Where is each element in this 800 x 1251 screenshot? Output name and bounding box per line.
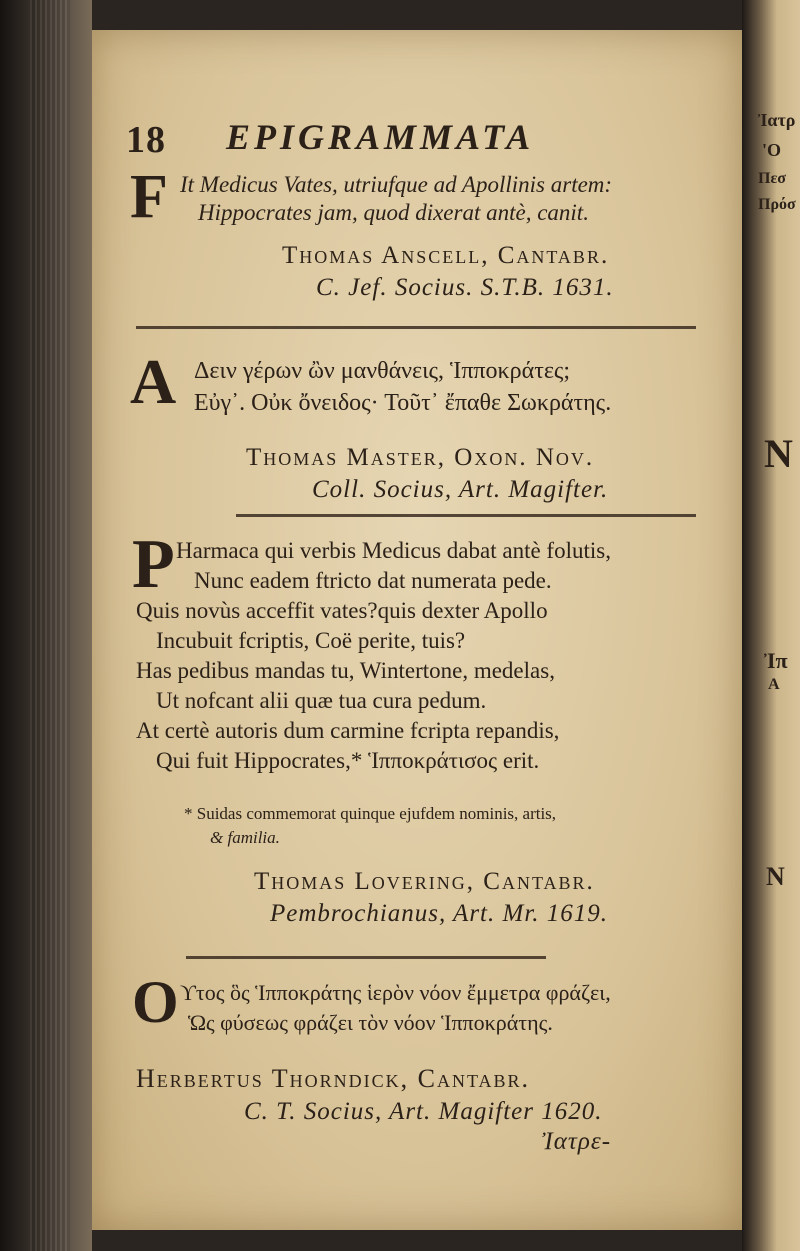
- page-number: 18: [126, 119, 166, 161]
- verse-line: ϒτος ὃς Ἱπποκράτης ἱερὸν νόον ἔμμετρα φράζει,: [180, 980, 611, 1005]
- margin-text: 'O: [762, 140, 782, 160]
- verse-line: Harmaca qui verbis Medicus dabat antè folutis,: [176, 538, 611, 563]
- verse-line: Incubuit fcriptis, Coë perite, tuis?: [156, 628, 466, 653]
- dropcap: A: [130, 346, 177, 417]
- author-name: Herbertus Thorndick, Cantabr.: [136, 1064, 531, 1093]
- verse-line: Quis novùs acceffit vates?quis dexter Apollo: [136, 598, 548, 623]
- divider-rule: [236, 514, 696, 517]
- dropcap: F: [130, 163, 168, 231]
- verse-line: At certè autoris dum carmine fcripta repandis,: [136, 718, 560, 743]
- margin-text: Πεσ: [758, 170, 786, 187]
- margin-text: Ἰπ: [764, 648, 788, 673]
- verse-line: Has pedibus mandas tu, Wintertone, medelas,: [136, 658, 555, 683]
- author-name: Thomas Master, Oxon. Nov.: [246, 444, 595, 471]
- book-spine-left: [0, 0, 92, 1251]
- verse-line: Nunc eadem ftricto dat numerata pede.: [194, 568, 552, 593]
- author-affiliation: Coll. Socius, Art. Magifter.: [312, 476, 609, 503]
- margin-text: A: [768, 676, 780, 693]
- margin-text: Πρόσ: [758, 196, 796, 213]
- author-name: Thomas Anscell, Cantabr.: [282, 242, 610, 269]
- book-page: [92, 30, 742, 1230]
- verse-line: Ὡς φύσεως φράζει τὸν νόον Ἱπποκράτης.: [188, 1010, 553, 1035]
- running-title: EPIGRAMMATA: [226, 117, 535, 157]
- margin-text: Ἰατρ: [758, 110, 796, 130]
- author-name: Thomas Lovering, Cantabr.: [254, 868, 595, 895]
- author-affiliation: C. Jef. Socius. S.T.B. 1631.: [316, 274, 614, 301]
- verse-line: Εὐγ᾽. Οὐκ ὄνειδος· Τοῦτ᾽ ἔπαθε Σωκράτης.: [194, 390, 612, 416]
- verse-line: Ut nofcant alii quæ tua cura pedum.: [156, 688, 487, 713]
- verse-line: Hippocrates jam, quod dixerat antè, canit.: [198, 200, 589, 225]
- catchword: Ἰατρε-: [542, 1128, 612, 1155]
- author-affiliation: Pembrochianus, Art. Mr. 1619.: [270, 900, 609, 927]
- footnote: & familia.: [210, 828, 280, 847]
- adjacent-page-edge: [742, 0, 800, 1251]
- margin-text: N: [766, 862, 785, 891]
- verse-line: It Medicus Vates, utriufque ad Apollinis artem:: [180, 172, 613, 197]
- verse-line: Qui fuit Hippocrates,* Ἱπποκράτισος erit.: [156, 748, 540, 773]
- author-affiliation: C. T. Socius, Art. Magifter 1620.: [244, 1098, 603, 1125]
- verse-line: Δειν γέρων ὢν μανθάνεις, Ἱπποκράτες;: [194, 358, 571, 384]
- divider-rule: [186, 956, 546, 959]
- footnote: * Suidas commemorat quinque ejufdem nominis, artis,: [184, 804, 557, 823]
- margin-text: N: [764, 431, 793, 476]
- dropcap: P: [132, 526, 175, 603]
- dropcap: O: [132, 969, 179, 1035]
- divider-rule: [136, 326, 696, 329]
